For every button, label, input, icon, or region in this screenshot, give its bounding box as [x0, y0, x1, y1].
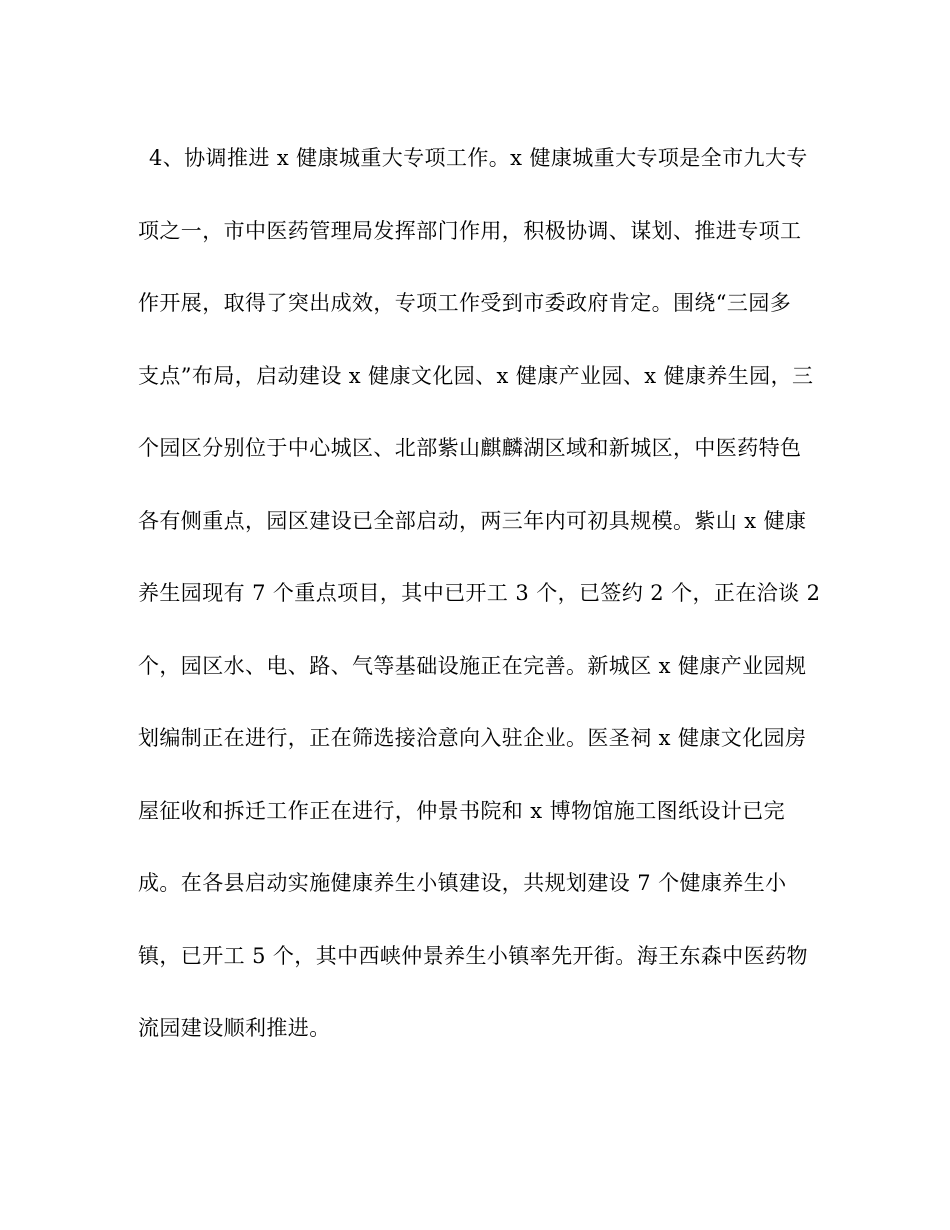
paragraph-line: 养生园现有 7 个重点项目，其中已开工 3 个，已签约 2 个，正在洽谈 2 [138, 581, 821, 605]
paragraph-line: 镇，已开工 5 个，其中西峡仲景养生小镇率先开街。海王东森中医药物 [138, 943, 808, 968]
paragraph-line: 个园区分别位于中心城区、北部紫山麒麟湖区域和新城区，中医药特色 [138, 436, 802, 460]
paragraph-line: 流园建设顺利推进。 [138, 1016, 331, 1040]
paragraph-line: 支点”布局，启动建设 x 健康文化园、x 健康产业园、x 健康养生园，三 [138, 363, 814, 388]
paragraph-line: 划编制正在进行，正在筛选接洽意向入驻企业。医圣祠 x 健康文化园房 [138, 726, 807, 750]
paragraph-line: 4、协调推进 x 健康城重大专项工作。x 健康城重大专项是全市九大专 [149, 146, 808, 170]
paragraph-line: 个，园区水、电、路、气等基础设施正在完善。新城区 x 健康产业园规 [138, 653, 807, 678]
body-paragraph [138, 138, 821, 1081]
paragraph-line: 作开展，取得了突出成效，专项工作受到市委政府肯定。围绕“三园多 [138, 291, 792, 315]
paragraph-line: 屋征收和拆迁工作正在进行，仲景书院和 x 博物馆施工图纸设计已完 [138, 798, 785, 823]
paragraph-line: 各有侧重点，园区建设已全部启动，两三年内可初具规模。紫山 x 健康 [138, 508, 807, 533]
paragraph-line: 成。在各县启动实施健康养生小镇建设，共规划建设 7 个健康养生小 [138, 871, 787, 895]
paragraph-line: 项之一，市中医药管理局发挥部门作用，积极协调、谋划、推进专项工 [138, 218, 802, 243]
